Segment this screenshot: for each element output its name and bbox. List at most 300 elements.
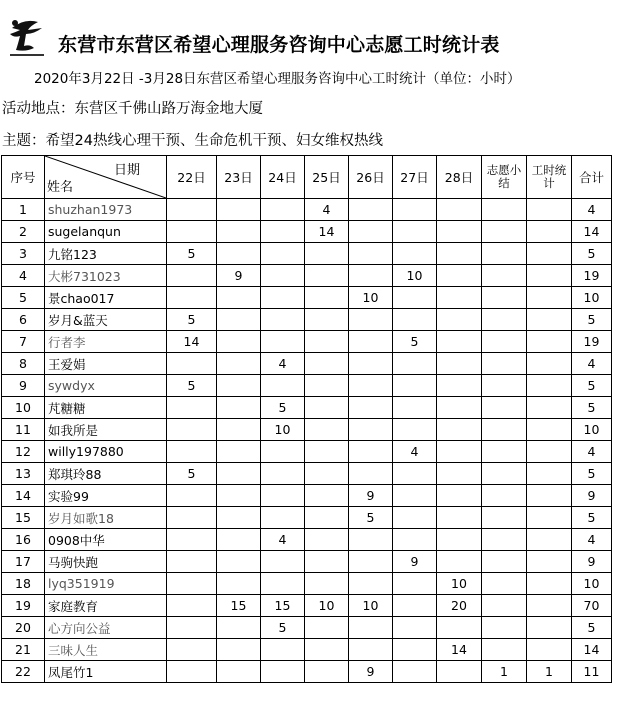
row-day-cell	[261, 551, 305, 573]
row-volunteer-summary-cell	[482, 375, 527, 397]
row-day-cell	[261, 507, 305, 529]
row-day-cell	[167, 551, 217, 573]
row-day-cell	[437, 661, 482, 683]
row-work-stats-cell	[527, 617, 572, 639]
row-day-cell	[349, 199, 393, 221]
row-day-cell	[261, 331, 305, 353]
header-day-25: 25日	[305, 156, 349, 199]
table-row	[2, 617, 612, 639]
row-name-cell: 马驹快跑	[45, 551, 167, 573]
row-day-cell	[393, 485, 437, 507]
row-day-cell	[393, 595, 437, 617]
row-day-cell	[349, 221, 393, 243]
row-name-cell: 景chao017	[45, 287, 167, 309]
activity-topic: 主题：希望24热线心理干预、生命危机干预、妇女维权热线	[2, 133, 383, 149]
row-work-stats-cell	[527, 353, 572, 375]
row-day-cell	[217, 309, 261, 331]
table-row	[2, 265, 612, 287]
row-work-stats-cell	[527, 595, 572, 617]
row-day-cell: 4	[261, 529, 305, 551]
row-name-cell: sugelanqun	[45, 221, 167, 243]
row-work-stats-cell	[527, 243, 572, 265]
activity-location: 活动地点：东营区千佛山路万海金地大厦	[2, 101, 263, 117]
row-day-cell	[167, 639, 217, 661]
row-total-cell: 5	[572, 309, 612, 331]
row-day-cell	[305, 287, 349, 309]
row-day-cell	[305, 309, 349, 331]
row-day-cell: 15	[217, 595, 261, 617]
row-day-cell	[305, 529, 349, 551]
row-name-cell: 家庭教育	[45, 595, 167, 617]
row-day-cell	[217, 485, 261, 507]
row-day-cell	[261, 199, 305, 221]
row-day-cell	[437, 551, 482, 573]
row-volunteer-summary-cell	[482, 573, 527, 595]
row-volunteer-summary-cell	[482, 507, 527, 529]
row-name-cell: 芃糖糖	[45, 397, 167, 419]
row-work-stats-cell	[527, 331, 572, 353]
row-volunteer-summary-cell	[482, 463, 527, 485]
row-work-stats-cell	[527, 463, 572, 485]
row-volunteer-summary-cell	[482, 243, 527, 265]
table-row	[2, 639, 612, 661]
row-name-cell: 郑琪玲88	[45, 463, 167, 485]
row-day-cell: 9	[393, 551, 437, 573]
row-work-stats-cell	[527, 397, 572, 419]
row-volunteer-summary-cell	[482, 199, 527, 221]
row-day-cell: 20	[437, 595, 482, 617]
row-day-cell	[261, 573, 305, 595]
page-title: 东营市东营区希望心理服务咨询中心志愿工时统计表	[58, 34, 500, 56]
row-day-cell	[437, 463, 482, 485]
table-row	[2, 661, 612, 683]
row-day-cell	[167, 265, 217, 287]
row-day-cell	[167, 441, 217, 463]
row-day-cell: 4	[305, 199, 349, 221]
row-day-cell	[217, 529, 261, 551]
row-day-cell	[217, 287, 261, 309]
row-day-cell	[305, 573, 349, 595]
row-day-cell	[437, 507, 482, 529]
row-day-cell	[261, 639, 305, 661]
row-day-cell	[261, 243, 305, 265]
row-day-cell	[217, 353, 261, 375]
row-total-cell: 70	[572, 595, 612, 617]
table-row	[2, 529, 612, 551]
row-name-cell: 实验99	[45, 485, 167, 507]
row-volunteer-summary-cell	[482, 617, 527, 639]
header-name: 姓名	[47, 180, 74, 195]
row-day-cell	[393, 353, 437, 375]
row-work-stats-cell: 1	[527, 661, 572, 683]
row-day-cell	[305, 243, 349, 265]
row-total-cell: 9	[572, 485, 612, 507]
row-day-cell	[437, 419, 482, 441]
row-day-cell	[217, 331, 261, 353]
row-day-cell	[349, 353, 393, 375]
row-day-cell	[167, 485, 217, 507]
row-day-cell	[261, 441, 305, 463]
row-total-cell: 14	[572, 221, 612, 243]
row-day-cell	[167, 573, 217, 595]
row-day-cell	[217, 375, 261, 397]
row-day-cell	[393, 419, 437, 441]
row-work-stats-cell	[527, 419, 572, 441]
row-day-cell	[437, 441, 482, 463]
row-total-cell: 4	[572, 529, 612, 551]
row-work-stats-cell	[527, 221, 572, 243]
row-day-cell	[305, 507, 349, 529]
row-total-cell: 11	[572, 661, 612, 683]
row-seq-cell: 4	[2, 265, 45, 287]
table-header-row	[2, 156, 612, 199]
row-day-cell	[217, 463, 261, 485]
row-day-cell	[167, 287, 217, 309]
table-row	[2, 287, 612, 309]
table-row	[2, 309, 612, 331]
volunteer-logo-icon	[4, 14, 50, 60]
row-volunteer-summary-cell: 1	[482, 661, 527, 683]
table-row	[2, 507, 612, 529]
row-day-cell	[437, 353, 482, 375]
row-seq-cell: 12	[2, 441, 45, 463]
table-row	[2, 353, 612, 375]
row-total-cell: 4	[572, 353, 612, 375]
row-volunteer-summary-cell	[482, 331, 527, 353]
row-total-cell: 4	[572, 199, 612, 221]
row-day-cell: 4	[261, 353, 305, 375]
row-day-cell: 15	[261, 595, 305, 617]
row-total-cell: 5	[572, 375, 612, 397]
row-day-cell	[393, 287, 437, 309]
row-day-cell	[305, 419, 349, 441]
row-total-cell: 10	[572, 287, 612, 309]
row-name-cell: 岁月如歌18	[45, 507, 167, 529]
table-row	[2, 573, 612, 595]
row-day-cell	[349, 243, 393, 265]
row-day-cell	[437, 617, 482, 639]
row-day-cell	[305, 265, 349, 287]
table-row	[2, 463, 612, 485]
row-volunteer-summary-cell	[482, 485, 527, 507]
row-name-cell: lyq351919	[45, 573, 167, 595]
row-day-cell	[349, 573, 393, 595]
row-day-cell	[437, 331, 482, 353]
row-day-cell: 4	[393, 441, 437, 463]
row-day-cell	[437, 529, 482, 551]
row-day-cell	[349, 309, 393, 331]
row-day-cell	[437, 199, 482, 221]
row-day-cell	[261, 485, 305, 507]
row-day-cell: 5	[167, 463, 217, 485]
row-total-cell: 10	[572, 573, 612, 595]
row-day-cell: 5	[261, 617, 305, 639]
row-work-stats-cell	[527, 199, 572, 221]
row-volunteer-summary-cell	[482, 419, 527, 441]
row-day-cell	[217, 397, 261, 419]
row-day-cell	[349, 463, 393, 485]
row-day-cell	[393, 243, 437, 265]
row-day-cell: 5	[349, 507, 393, 529]
row-volunteer-summary-cell	[482, 639, 527, 661]
row-day-cell: 5	[167, 375, 217, 397]
header-day-26: 26日	[349, 156, 393, 199]
row-total-cell: 19	[572, 265, 612, 287]
row-work-stats-cell	[527, 265, 572, 287]
row-name-cell: 三味人生	[45, 639, 167, 661]
row-day-cell	[217, 661, 261, 683]
row-day-cell	[305, 617, 349, 639]
table-row	[2, 199, 612, 221]
row-day-cell	[305, 639, 349, 661]
row-seq-cell: 17	[2, 551, 45, 573]
row-name-cell: 岁月&蓝天	[45, 309, 167, 331]
row-seq-cell: 8	[2, 353, 45, 375]
row-day-cell	[349, 551, 393, 573]
table-row	[2, 375, 612, 397]
row-day-cell	[261, 309, 305, 331]
row-day-cell	[217, 639, 261, 661]
row-day-cell	[437, 265, 482, 287]
row-name-cell: 心方向公益	[45, 617, 167, 639]
row-name-cell: 九铭123	[45, 243, 167, 265]
row-name-cell: 行者李	[45, 331, 167, 353]
row-day-cell	[167, 661, 217, 683]
table-row	[2, 419, 612, 441]
header-day-22: 22日	[167, 156, 217, 199]
row-day-cell	[261, 375, 305, 397]
header-day-23: 23日	[217, 156, 261, 199]
header-date: 日期	[113, 163, 140, 178]
row-day-cell	[393, 375, 437, 397]
row-work-stats-cell	[527, 309, 572, 331]
row-day-cell	[217, 617, 261, 639]
table-row	[2, 243, 612, 265]
row-day-cell: 10	[393, 265, 437, 287]
row-name-cell: 0908中华	[45, 529, 167, 551]
row-volunteer-summary-cell	[482, 353, 527, 375]
row-day-cell	[167, 507, 217, 529]
table-row	[2, 221, 612, 243]
row-day-cell	[167, 397, 217, 419]
row-volunteer-summary-cell	[482, 287, 527, 309]
row-day-cell: 10	[349, 287, 393, 309]
row-seq-cell: 9	[2, 375, 45, 397]
row-volunteer-summary-cell	[482, 265, 527, 287]
row-day-cell	[261, 287, 305, 309]
row-day-cell	[393, 529, 437, 551]
row-seq-cell: 1	[2, 199, 45, 221]
header-date-name	[45, 156, 167, 199]
header-day-28: 28日	[437, 156, 482, 199]
row-day-cell	[437, 309, 482, 331]
row-day-cell	[437, 485, 482, 507]
row-volunteer-summary-cell	[482, 309, 527, 331]
row-work-stats-cell	[527, 287, 572, 309]
row-volunteer-summary-cell	[482, 595, 527, 617]
row-day-cell	[437, 397, 482, 419]
row-day-cell: 9	[217, 265, 261, 287]
row-day-cell	[305, 485, 349, 507]
row-day-cell	[437, 287, 482, 309]
header-seq: 序号	[2, 156, 45, 199]
row-day-cell	[393, 661, 437, 683]
row-day-cell	[349, 375, 393, 397]
row-seq-cell: 10	[2, 397, 45, 419]
row-day-cell	[305, 661, 349, 683]
row-day-cell	[167, 595, 217, 617]
hours-table	[1, 155, 612, 683]
row-day-cell	[167, 529, 217, 551]
header-day-27: 27日	[393, 156, 437, 199]
row-name-cell: 凤尾竹1	[45, 661, 167, 683]
row-day-cell	[393, 397, 437, 419]
page-subtitle: 2020年3月22日 -3月28日东营区希望心理服务咨询中心工时统计（单位：小时）	[34, 71, 521, 87]
row-work-stats-cell	[527, 573, 572, 595]
row-work-stats-cell	[527, 507, 572, 529]
row-day-cell	[393, 639, 437, 661]
row-day-cell: 14	[305, 221, 349, 243]
row-name-cell: 王爱娟	[45, 353, 167, 375]
row-day-cell	[167, 199, 217, 221]
row-day-cell	[167, 221, 217, 243]
row-day-cell: 5	[167, 309, 217, 331]
row-day-cell	[305, 463, 349, 485]
row-day-cell	[349, 617, 393, 639]
row-day-cell: 9	[349, 485, 393, 507]
row-day-cell: 10	[261, 419, 305, 441]
row-seq-cell: 15	[2, 507, 45, 529]
row-name-cell: 如我所是	[45, 419, 167, 441]
row-total-cell: 9	[572, 551, 612, 573]
row-day-cell	[393, 507, 437, 529]
row-day-cell	[217, 573, 261, 595]
row-seq-cell: 7	[2, 331, 45, 353]
row-day-cell	[305, 331, 349, 353]
row-day-cell	[217, 221, 261, 243]
row-day-cell	[305, 375, 349, 397]
row-seq-cell: 3	[2, 243, 45, 265]
row-day-cell	[349, 441, 393, 463]
row-day-cell	[393, 309, 437, 331]
row-day-cell	[261, 463, 305, 485]
row-day-cell	[167, 617, 217, 639]
table-row	[2, 397, 612, 419]
row-day-cell	[349, 331, 393, 353]
row-seq-cell: 18	[2, 573, 45, 595]
row-day-cell	[261, 661, 305, 683]
row-name-cell: sywdyx	[45, 375, 167, 397]
row-day-cell	[217, 243, 261, 265]
row-day-cell: 5	[261, 397, 305, 419]
row-day-cell	[305, 551, 349, 573]
row-work-stats-cell	[527, 485, 572, 507]
row-day-cell	[349, 529, 393, 551]
row-day-cell	[261, 265, 305, 287]
row-day-cell: 10	[437, 573, 482, 595]
header-day-24: 24日	[261, 156, 305, 199]
header-total: 合计	[572, 156, 612, 199]
row-seq-cell: 20	[2, 617, 45, 639]
row-day-cell: 9	[349, 661, 393, 683]
row-day-cell	[349, 419, 393, 441]
row-work-stats-cell	[527, 551, 572, 573]
row-day-cell	[305, 441, 349, 463]
row-total-cell: 19	[572, 331, 612, 353]
row-work-stats-cell	[527, 441, 572, 463]
row-seq-cell: 11	[2, 419, 45, 441]
row-name-cell: shuzhan1973	[45, 199, 167, 221]
row-day-cell: 14	[437, 639, 482, 661]
row-day-cell	[393, 617, 437, 639]
row-day-cell	[393, 573, 437, 595]
row-day-cell	[167, 353, 217, 375]
row-volunteer-summary-cell	[482, 221, 527, 243]
row-day-cell	[393, 463, 437, 485]
row-total-cell: 5	[572, 397, 612, 419]
row-day-cell	[437, 221, 482, 243]
row-day-cell	[349, 639, 393, 661]
row-name-cell: 大彬731023	[45, 265, 167, 287]
row-seq-cell: 13	[2, 463, 45, 485]
row-day-cell: 5	[167, 243, 217, 265]
table-row	[2, 331, 612, 353]
row-day-cell	[393, 199, 437, 221]
row-day-cell	[393, 221, 437, 243]
row-total-cell: 5	[572, 463, 612, 485]
row-seq-cell: 6	[2, 309, 45, 331]
row-volunteer-summary-cell	[482, 397, 527, 419]
row-day-cell: 14	[167, 331, 217, 353]
row-day-cell: 10	[349, 595, 393, 617]
header-work-stats: 工时统计	[527, 156, 572, 199]
row-day-cell	[167, 419, 217, 441]
row-total-cell: 5	[572, 507, 612, 529]
row-day-cell	[437, 375, 482, 397]
row-work-stats-cell	[527, 375, 572, 397]
row-seq-cell: 16	[2, 529, 45, 551]
row-seq-cell: 21	[2, 639, 45, 661]
row-seq-cell: 14	[2, 485, 45, 507]
row-work-stats-cell	[527, 529, 572, 551]
row-day-cell: 5	[393, 331, 437, 353]
row-work-stats-cell	[527, 639, 572, 661]
row-day-cell	[305, 353, 349, 375]
table-row	[2, 595, 612, 617]
row-day-cell	[217, 199, 261, 221]
row-day-cell	[217, 441, 261, 463]
row-total-cell: 4	[572, 441, 612, 463]
row-day-cell	[261, 221, 305, 243]
row-total-cell: 5	[572, 617, 612, 639]
row-day-cell	[349, 397, 393, 419]
row-seq-cell: 19	[2, 595, 45, 617]
header-volunteer-summary: 志愿小结	[482, 156, 527, 199]
row-volunteer-summary-cell	[482, 551, 527, 573]
row-seq-cell: 22	[2, 661, 45, 683]
table-row	[2, 551, 612, 573]
row-day-cell	[437, 243, 482, 265]
row-volunteer-summary-cell	[482, 441, 527, 463]
row-day-cell	[305, 397, 349, 419]
row-day-cell: 10	[305, 595, 349, 617]
row-day-cell	[217, 551, 261, 573]
row-day-cell	[349, 265, 393, 287]
row-name-cell: willy197880	[45, 441, 167, 463]
row-total-cell: 10	[572, 419, 612, 441]
table-row	[2, 485, 612, 507]
row-seq-cell: 5	[2, 287, 45, 309]
